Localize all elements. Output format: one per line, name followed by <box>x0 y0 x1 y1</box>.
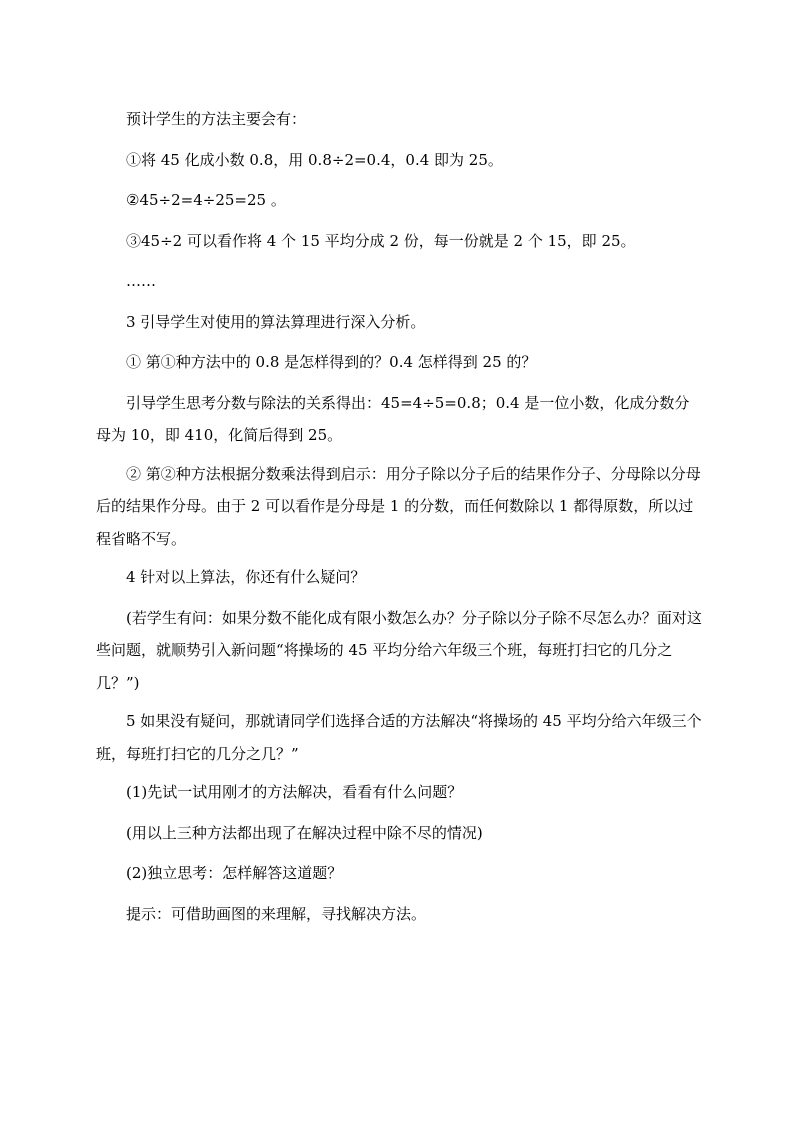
document-body <box>96 103 702 938</box>
paragraph-method-2: ②45÷2=4÷25=25 。 <box>126 191 286 209</box>
paragraph-independent-thinking: (2)独立思考：怎样解答这道题？ <box>126 864 343 882</box>
paragraph-method-3: ③45÷2 可以看作将 4 个 15 平均分成 2 份，每一份就是 2 个 15，即 25。 <box>126 231 636 250</box>
paragraph-step-5: 5 如果没有疑问，那就请同学们选择合适的方法解决“将操场的 45 平均分给六年级三个班，每班打扫它的几分之几？” <box>96 712 702 763</box>
paragraph-student-questions: (若学生有问：如果分数不能化成有限小数怎么办？分子除以分子除不尽怎么办？面对这些问题，就顺势引入新问题“将操场的 45 平均分给六年级三个班，每班打扫它的几分之几？”) <box>96 608 702 692</box>
paragraph-not-divisible: (用以上三种方法都出现了在解决过程中除不尽的情况) <box>126 823 483 842</box>
paragraph-analysis-2: ② 第②种方法根据分数乘法得到启示：用分子除以分子后的结果作分子、分母除以分母后的结果作分母。由于 2 可以看作是分母是 1 的分数，而任何数除以 1 都得原数，所以过程省略不写。 <box>96 464 701 548</box>
paragraph-step-3: 3 引导学生对使用的算法算理进行深入分析。 <box>126 312 426 331</box>
paragraph-ellipsis: …… <box>126 272 156 290</box>
paragraph-intro: 预计学生的方法主要会有： <box>126 110 307 128</box>
paragraph-analysis-1: ① 第①种方法中的 0.8 是怎样得到的？0.4 怎样得到 25 的？ <box>126 353 537 371</box>
paragraph-hint: 提示：可借助画图的来理解，寻找解决方法。 <box>126 904 427 923</box>
paragraph-analysis-1-detail: 引导学生思考分数与除法的关系得出：45=4÷5=0.8；0.4 是一位小数，化成分数分母为 10，即 410，化简后得到 25。 <box>96 393 690 444</box>
paragraph-method-1: ①将 45 化成小数 0.8，用 0.8÷2=0.4，0.4 即为 25。 <box>126 150 503 169</box>
paragraph-try-method: (1)先试一试用刚才的方法解决，看看有什么问题？ <box>126 783 463 801</box>
paragraph-step-4: 4 针对以上算法，你还有什么疑问？ <box>126 568 366 586</box>
